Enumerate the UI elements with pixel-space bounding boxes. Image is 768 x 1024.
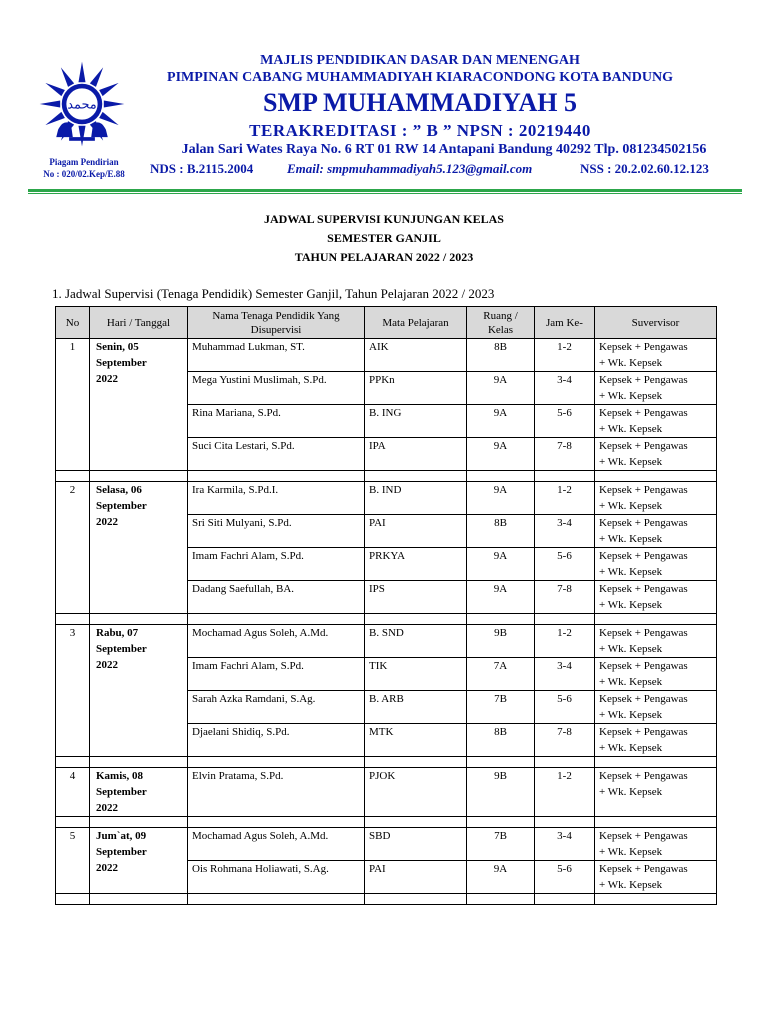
hours: 7-8	[535, 581, 595, 614]
empty-cell	[365, 614, 467, 625]
nss-number: NSS : 20.2.02.60.12.123	[580, 161, 709, 176]
supervisor-line: + Wk. Kepsek	[599, 456, 663, 468]
supervisor-cell	[595, 405, 717, 438]
spacer-row	[56, 757, 717, 768]
supervisor-cell	[595, 548, 717, 581]
empty-cell	[56, 614, 90, 625]
supervisor-cell	[595, 581, 717, 614]
column-header-room: Ruang / Kelas	[467, 307, 535, 339]
supervisor-cell	[595, 691, 717, 724]
empty-cell	[188, 471, 365, 482]
hours: 5-6	[535, 405, 595, 438]
column-header-subject: Mata Pelajaran	[365, 307, 467, 339]
day-date-line: September	[96, 846, 147, 858]
empty-cell	[56, 894, 90, 905]
row-number: 3	[56, 625, 90, 757]
supervisor-line: Kepsek + Pengawas	[599, 341, 688, 353]
supervisor-cell	[595, 438, 717, 471]
hours: 1-2	[535, 768, 595, 817]
empty-cell	[365, 894, 467, 905]
subject: B. ARB	[365, 691, 467, 724]
day-date-line: 2022	[96, 659, 118, 671]
empty-cell	[90, 471, 188, 482]
header-divider-thin	[28, 193, 742, 194]
room: 8B	[467, 515, 535, 548]
empty-cell	[90, 894, 188, 905]
row-number: 1	[56, 339, 90, 471]
room: 8B	[467, 339, 535, 372]
supervisor-line: + Wk. Kepsek	[599, 709, 663, 721]
supervisor-line: + Wk. Kepsek	[599, 676, 663, 688]
supervisor-line: Kepsek + Pengawas	[599, 627, 688, 639]
teacher-name: Muhammad Lukman, ST.	[188, 339, 365, 372]
hours: 5-6	[535, 691, 595, 724]
room: 7B	[467, 691, 535, 724]
subject: PAI	[365, 861, 467, 894]
supervisor-line: + Wk. Kepsek	[599, 846, 663, 858]
empty-cell	[467, 817, 535, 828]
teacher-name: Ira Karmila, S.Pd.I.	[188, 482, 365, 515]
supervisor-line: Kepsek + Pengawas	[599, 407, 688, 419]
room: 8B	[467, 724, 535, 757]
empty-cell	[365, 817, 467, 828]
subject: PJOK	[365, 768, 467, 817]
section-intro: 1. Jadwal Supervisi (Tenaga Pendidik) Semester Ganjil, Tahun Pelajaran 2022 / 2023	[52, 286, 495, 301]
empty-cell	[188, 817, 365, 828]
supervisor-cell	[595, 724, 717, 757]
day-date-line: Jum`at, 09	[96, 830, 147, 842]
day-date-cell	[90, 828, 188, 894]
day-date-line: September	[96, 500, 147, 512]
piagam-title: Piagam Pendirian	[49, 157, 119, 167]
day-date-line: 2022	[96, 802, 118, 814]
room: 9A	[467, 548, 535, 581]
hours: 3-4	[535, 658, 595, 691]
empty-cell	[188, 614, 365, 625]
supervisor-line: Kepsek + Pengawas	[599, 863, 688, 875]
subject: PPKn	[365, 372, 467, 405]
day-date-line: September	[96, 786, 147, 798]
supervisor-line: Kepsek + Pengawas	[599, 484, 688, 496]
day-date-line: September	[96, 357, 147, 369]
teacher-name: Ois Rohmana Holiawati, S.Ag.	[188, 861, 365, 894]
sun-ray	[40, 100, 61, 107]
teacher-name: Dadang Saefullah, BA.	[188, 581, 365, 614]
day-date-line: 2022	[96, 373, 118, 385]
subject: AIK	[365, 339, 467, 372]
day-date-cell	[90, 339, 188, 471]
teacher-name: Mochamad Agus Soleh, A.Md.	[188, 828, 365, 861]
column-header-teacher: Nama Tenaga Pendidik Yang Disupervisi	[188, 307, 365, 339]
empty-cell	[535, 817, 595, 828]
column-header-no: No	[56, 307, 90, 339]
empty-cell	[56, 817, 90, 828]
spacer-row	[56, 894, 717, 905]
subject: TIK	[365, 658, 467, 691]
supervisor-line: + Wk. Kepsek	[599, 599, 663, 611]
subject: PRKYA	[365, 548, 467, 581]
table-row	[56, 482, 717, 515]
hours: 5-6	[535, 861, 595, 894]
header-line-1: MAJLIS PENDIDIKAN DASAR DAN MENENGAH	[260, 53, 580, 68]
empty-cell	[467, 471, 535, 482]
supervisor-line: Kepsek + Pengawas	[599, 830, 688, 842]
hours: 7-8	[535, 724, 595, 757]
supervisor-line: Kepsek + Pengawas	[599, 693, 688, 705]
room: 9A	[467, 438, 535, 471]
supervisor-line: Kepsek + Pengawas	[599, 770, 688, 782]
school-address: Jalan Sari Wates Raya No. 6 RT 01 RW 14 Antapani Bandung 40292 Tlp. 081234502156	[181, 142, 707, 157]
day-date-line: September	[96, 643, 147, 655]
hours: 1-2	[535, 625, 595, 658]
column-header-supervisor: Suvervisor	[595, 307, 717, 339]
room: 9A	[467, 581, 535, 614]
empty-cell	[595, 471, 717, 482]
empty-cell	[535, 614, 595, 625]
room: 9A	[467, 372, 535, 405]
spacer-row	[56, 614, 717, 625]
supervisor-line: + Wk. Kepsek	[599, 566, 663, 578]
supervisor-cell	[595, 339, 717, 372]
document-title: JADWAL SUPERVISI KUNJUNGAN KELAS	[264, 212, 504, 226]
table-row	[56, 625, 717, 658]
hours: 3-4	[535, 515, 595, 548]
sun-ray	[78, 126, 85, 147]
piagam-pendirian	[28, 156, 140, 180]
room: 7B	[467, 828, 535, 861]
sun-ray	[45, 83, 65, 96]
supervision-schedule-table	[55, 306, 717, 905]
email-address: Email: smpmuhammadiyah5.123@gmail.com	[287, 161, 533, 176]
svg-text:محمد: محمد	[67, 97, 97, 113]
hours: 3-4	[535, 372, 595, 405]
teacher-name: Imam Fachri Alam, S.Pd.	[188, 548, 365, 581]
subject: PAI	[365, 515, 467, 548]
day-date-cell	[90, 482, 188, 614]
row-number: 4	[56, 768, 90, 817]
piagam-number: No : 020/02.Kep/E.88	[43, 169, 125, 179]
supervisor-line: + Wk. Kepsek	[599, 390, 663, 402]
room: 7A	[467, 658, 535, 691]
header-line-2: PIMPINAN CABANG MUHAMMADIYAH KIARACONDONG KOTA BANDUNG	[167, 70, 673, 85]
document-semester: SEMESTER GANJIL	[327, 231, 441, 245]
subject: B. ING	[365, 405, 467, 438]
empty-cell	[188, 757, 365, 768]
teacher-name: Djaelani Shidiq, S.Pd.	[188, 724, 365, 757]
room: 9A	[467, 405, 535, 438]
column-header-day: Hari / Tanggal	[90, 307, 188, 339]
day-date-line: Rabu, 07	[96, 627, 139, 639]
supervisor-line: Kepsek + Pengawas	[599, 440, 688, 452]
day-date-cell	[90, 625, 188, 757]
supervisor-line: Kepsek + Pengawas	[599, 726, 688, 738]
hours: 7-8	[535, 438, 595, 471]
table-row	[56, 768, 717, 817]
supervisor-line: + Wk. Kepsek	[599, 500, 663, 512]
teacher-name: Suci Cita Lestari, S.Pd.	[188, 438, 365, 471]
supervisor-line: + Wk. Kepsek	[599, 423, 663, 435]
teacher-name: Mochamad Agus Soleh, A.Md.	[188, 625, 365, 658]
document-year: TAHUN PELAJARAN 2022 / 2023	[294, 250, 474, 264]
accreditation: TERAKREDITASI : ” B ” NPSN : 20219440	[249, 121, 591, 140]
supervisor-line: + Wk. Kepsek	[599, 742, 663, 754]
subject: MTK	[365, 724, 467, 757]
empty-cell	[467, 894, 535, 905]
table-row	[56, 339, 717, 372]
supervisor-cell	[595, 625, 717, 658]
supervisor-line: Kepsek + Pengawas	[599, 583, 688, 595]
supervisor-cell	[595, 828, 717, 861]
hours: 5-6	[535, 548, 595, 581]
empty-cell	[56, 757, 90, 768]
room: 9A	[467, 482, 535, 515]
room: 9A	[467, 861, 535, 894]
room: 9B	[467, 768, 535, 817]
day-date-line: 2022	[96, 862, 118, 874]
supervisor-line: + Wk. Kepsek	[599, 643, 663, 655]
spacer-row	[56, 817, 717, 828]
day-date-cell	[90, 768, 188, 817]
table-header-row	[56, 307, 717, 339]
supervisor-cell	[595, 482, 717, 515]
empty-cell	[90, 817, 188, 828]
supervisor-cell	[595, 515, 717, 548]
empty-cell	[595, 614, 717, 625]
day-date-line: Selasa, 06	[96, 484, 142, 496]
sun-ray	[45, 112, 65, 125]
teacher-name: Imam Fachri Alam, S.Pd.	[188, 658, 365, 691]
supervisor-line: Kepsek + Pengawas	[599, 660, 688, 672]
teacher-name: Mega Yustini Muslimah, S.Pd.	[188, 372, 365, 405]
subject: B. SND	[365, 625, 467, 658]
table-row	[56, 828, 717, 861]
empty-cell	[595, 757, 717, 768]
subject: B. IND	[365, 482, 467, 515]
hours: 1-2	[535, 339, 595, 372]
teacher-name: Sri Siti Mulyani, S.Pd.	[188, 515, 365, 548]
subject: IPA	[365, 438, 467, 471]
school-name: SMP MUHAMMADIYAH 5	[263, 88, 577, 117]
supervisor-cell	[595, 861, 717, 894]
subject: IPS	[365, 581, 467, 614]
supervisor-line: Kepsek + Pengawas	[599, 374, 688, 386]
teacher-name: Sarah Azka Ramdani, S.Ag.	[188, 691, 365, 724]
empty-cell	[188, 894, 365, 905]
supervisor-line: Kepsek + Pengawas	[599, 517, 688, 529]
supervisor-line: + Wk. Kepsek	[599, 786, 663, 798]
empty-cell	[467, 757, 535, 768]
sun-ray	[61, 67, 74, 87]
hours: 1-2	[535, 482, 595, 515]
supervisor-line: + Wk. Kepsek	[599, 357, 663, 369]
empty-cell	[535, 894, 595, 905]
supervisor-cell	[595, 372, 717, 405]
empty-cell	[535, 471, 595, 482]
supervisor-cell	[595, 658, 717, 691]
empty-cell	[56, 471, 90, 482]
subject: SBD	[365, 828, 467, 861]
sun-ray	[78, 62, 85, 83]
teacher-name: Rina Mariana, S.Pd.	[188, 405, 365, 438]
row-number: 2	[56, 482, 90, 614]
empty-cell	[595, 894, 717, 905]
spacer-row	[56, 471, 717, 482]
teacher-name: Elvin Pratama, S.Pd.	[188, 768, 365, 817]
column-header-hours: Jam Ke-	[535, 307, 595, 339]
day-date-line: Kamis, 08	[96, 770, 144, 782]
hours: 3-4	[535, 828, 595, 861]
supervisor-cell	[595, 768, 717, 817]
supervisor-line: + Wk. Kepsek	[599, 879, 663, 891]
empty-cell	[467, 614, 535, 625]
empty-cell	[365, 757, 467, 768]
empty-cell	[535, 757, 595, 768]
supervisor-line: + Wk. Kepsek	[599, 533, 663, 545]
day-date-line: 2022	[96, 516, 118, 528]
row-number: 5	[56, 828, 90, 894]
header-divider	[28, 189, 742, 192]
empty-cell	[90, 614, 188, 625]
empty-cell	[595, 817, 717, 828]
day-date-line: Senin, 05	[96, 341, 139, 353]
empty-cell	[90, 757, 188, 768]
supervisor-line: Kepsek + Pengawas	[599, 550, 688, 562]
nds-number: NDS : B.2115.2004	[150, 161, 254, 176]
empty-cell	[365, 471, 467, 482]
room: 9B	[467, 625, 535, 658]
